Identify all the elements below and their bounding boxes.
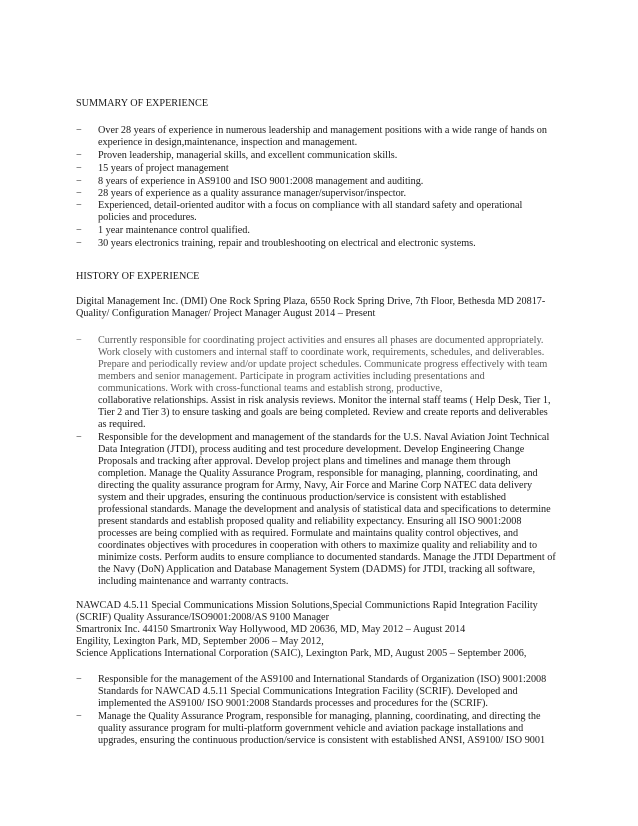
history-heading: HISTORY OF EXPERIENCE [76, 271, 200, 282]
summary-bullet: − 30 years electronics training, repair and troubleshooting on electrical and electronic systems. [76, 238, 476, 249]
bullet-dash: − [76, 335, 82, 346]
summary-bullet: − 28 years of experience as a quality assurance manager/supervisor/inspector. [76, 188, 407, 199]
summary-bullet: − Over 28 years of experience in numerous leadership and management positions with a wide range of hands on experience in design,maintenance, inspection and management. [76, 125, 547, 148]
summary-bullet: − 8 years of experience in AS9100 and ISO 9001:2008 management and auditing. [76, 176, 424, 187]
bullet-dash: − [76, 188, 82, 199]
job1-bullet-continued: collaborative relationships. Assist in risk analysis reviews. Monitor the internal staff teams ( Help Desk, Tier 1, Tier 2 and Tier 3) to ensure tasking and goals are being completed. Review and create reports and deliverables as required. [98, 395, 551, 430]
summary-bullet: − Proven leadership, managerial skills, and excellent communication skills. [76, 150, 398, 161]
job2-line: Smartronix Inc. 44150 Smartronix Way Hollywood, MD 20636, MD, May 2012 – August 2014 [76, 624, 466, 635]
bullet-dash: − [76, 238, 82, 249]
bullet-dash: − [76, 674, 82, 685]
summary-bullet: − 1 year maintenance control qualified. [76, 225, 250, 236]
job2-bullet: − Manage the Quality Assurance Program, responsible for managing, planning, coordinating, and directing the quality assurance program for multi-platform government vehicle and aviation package installations and upgrades, ensuring the continuous production/service is consistent with established ANSI, AS9100/ ISO 9001 [76, 711, 546, 746]
bullet-dash: − [76, 711, 82, 722]
bullet-dash: − [76, 163, 82, 174]
bullet-dash: − [76, 432, 82, 443]
job1-bullet: − Currently responsible for coordinating project activities and ensures all phases are documented appropriately. Work closely with customers and internal staff to coordinate work, requirements, schedules, and deliverables. Prepare and periodically review and/or update project schedules. Communicate progress effectively with team members and senior management. Participate in program activities including presentations and communications. Work with cross-functional teams and establish strong, productive, [76, 335, 548, 394]
summary-bullet: − 15 years of project management [76, 163, 229, 174]
job2-bullet: − Responsible for the management of the AS9100 and International Standards of Organization (ISO) 9001:2008 Standards for NAWCAD 4.5.11 Special Communications Integration Facility (SCRIF). Developed and implemented the AS9100/ ISO 9001:2008 Standards processes and procedures for the (SCRIF). [76, 674, 547, 709]
bullet-dash: − [76, 176, 82, 187]
job1-bullet: − Responsible for the development and management of the standards for the U.S. Naval Aviation Joint Technical Data Integration (JTDI), process auditing and test procedure development. Develop Engineering Change Proposals and tracking after approval. Develop project plans and timelines and manage them through completion. Manage the Quality Assurance Program, responsible for managing, planning, coordinating, and directing the quality assurance program for Army, Navy, Air Force and Marine Corp NATEC data delivery system and their upgrades, ensuring the continuous production/service is consistent with established professional standards. Manage the development and analysis of statistical data and specifications to determine present standards and establish proposed quality and reliability expectancy. Ensuring all ISO 9001:2008 processes are being complied with as required. Formulate and maintains quality control objectives, and coordinates objectives with procedures in cooperation with others to maximize quality and reliability and to minimize costs. Perform audits to ensure compliance to documented standards. Manage the JTDI Department of the Navy (DoN) Application and Database Management System (DADMS) for JTDI, tracking all software, including maintenance and warranty contracts. [76, 432, 556, 587]
bullet-dash: − [76, 225, 82, 236]
bullet-dash: − [76, 150, 82, 161]
job2-line: (SCRIF) Quality Assurance/ISO9001:2008/AS 9100 Manager [76, 612, 329, 623]
job2-line: NAWCAD 4.5.11 Special Communications Mission Solutions,Special Communictions Rapid Integration Facility [76, 600, 538, 611]
summary-heading: SUMMARY OF EXPERIENCE [76, 98, 209, 109]
job1-line: Digital Management Inc. (DMI) One Rock Spring Plaza, 6550 Rock Spring Drive, 7th Floor, Bethesda MD 20817- [76, 296, 546, 307]
job1-header [76, 296, 566, 320]
bullet-dash: − [76, 125, 82, 136]
bullet-dash: − [76, 200, 82, 211]
job1-line: Quality/ Configuration Manager/ Project Manager August 2014 – Present [76, 308, 376, 319]
summary-bullet: − Experienced, detail-oriented auditor with a focus on compliance with all standard safety and operational policies and procedures. [76, 200, 523, 223]
job2-line: Science Applications International Corporation (SAIC), Lexington Park, MD, August 2005 – September 2006, [76, 648, 527, 659]
job2-line: Engility, Lexington Park, MD, September 2006 – May 2012, [76, 636, 324, 647]
job2-header [76, 600, 566, 660]
